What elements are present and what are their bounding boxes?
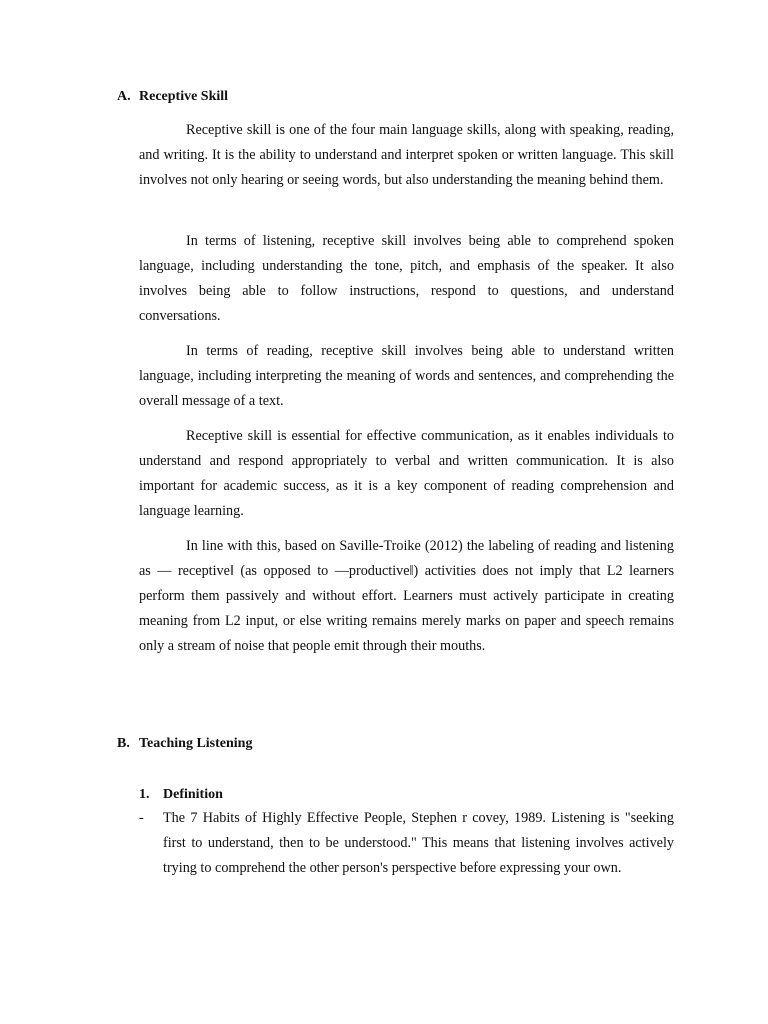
definition-bullet-text: The 7 Habits of Highly Effective People, Stephen r covey, 1989. Listening is "seeking first to understand, then to be understood." This means that listening involves actively trying to comprehend the other person's perspective before expressing your own. bbox=[163, 810, 674, 876]
definition-bullet-item bbox=[139, 806, 674, 881]
section-a-paragraph-3-block bbox=[139, 339, 674, 414]
bullet-dash: - bbox=[139, 810, 144, 826]
section-a-paragraph-4-block bbox=[139, 424, 674, 524]
section-b-marker: B. bbox=[117, 736, 130, 751]
subsection-1-title: Definition bbox=[163, 787, 223, 802]
section-a-heading bbox=[117, 88, 228, 106]
section-a-paragraph-1: Receptive skill is one of the four main language skills, along with speaking, reading, and writing. It is the ability to understand and interpret spoken or written language. This skill involves not only hearing or seeing words, but also understanding the meaning behind them. bbox=[139, 122, 674, 188]
section-a-paragraph-4: Receptive skill is essential for effective communication, as it enables individuals to understand and respond appropriately to verbal and written communication. It is also important for academic success, as it is a key component of reading comprehension and language learning. bbox=[139, 428, 674, 519]
subsection-1-heading bbox=[139, 786, 223, 804]
section-a-paragraph-3: In terms of reading, receptive skill involves being able to understand written language, including interpreting the meaning of words and sentences, and comprehending the overall message of a text. bbox=[139, 343, 674, 409]
section-a-paragraph-5-block bbox=[139, 534, 674, 659]
section-b-heading bbox=[117, 735, 252, 753]
section-a-paragraph-2-block bbox=[139, 229, 674, 329]
section-a-marker: A. bbox=[117, 89, 131, 104]
section-a-paragraph-2: In terms of listening, receptive skill involves being able to comprehend spoken language, including understanding the tone, pitch, and emphasis of the speaker. It also involves being able to follow instructions, respond to questions, and understand conversations. bbox=[139, 233, 674, 324]
subsection-1-marker: 1. bbox=[139, 787, 150, 802]
section-a-paragraph-5: In line with this, based on Saville-Troike (2012) the labeling of reading and listening as — receptive‖ (as opposed to —productive‖) activities does not imply that L2 learners perform them passively and without effort. Learners must actively participate in creating meaning from L2 input, or else writing remains merely marks on paper and speech remains only a stream of noise that people emit through their mouths. bbox=[139, 538, 674, 654]
section-b-title: Teaching Listening bbox=[139, 736, 253, 751]
section-a-title: Receptive Skill bbox=[139, 89, 229, 104]
section-a-paragraph-1-block bbox=[139, 118, 674, 193]
